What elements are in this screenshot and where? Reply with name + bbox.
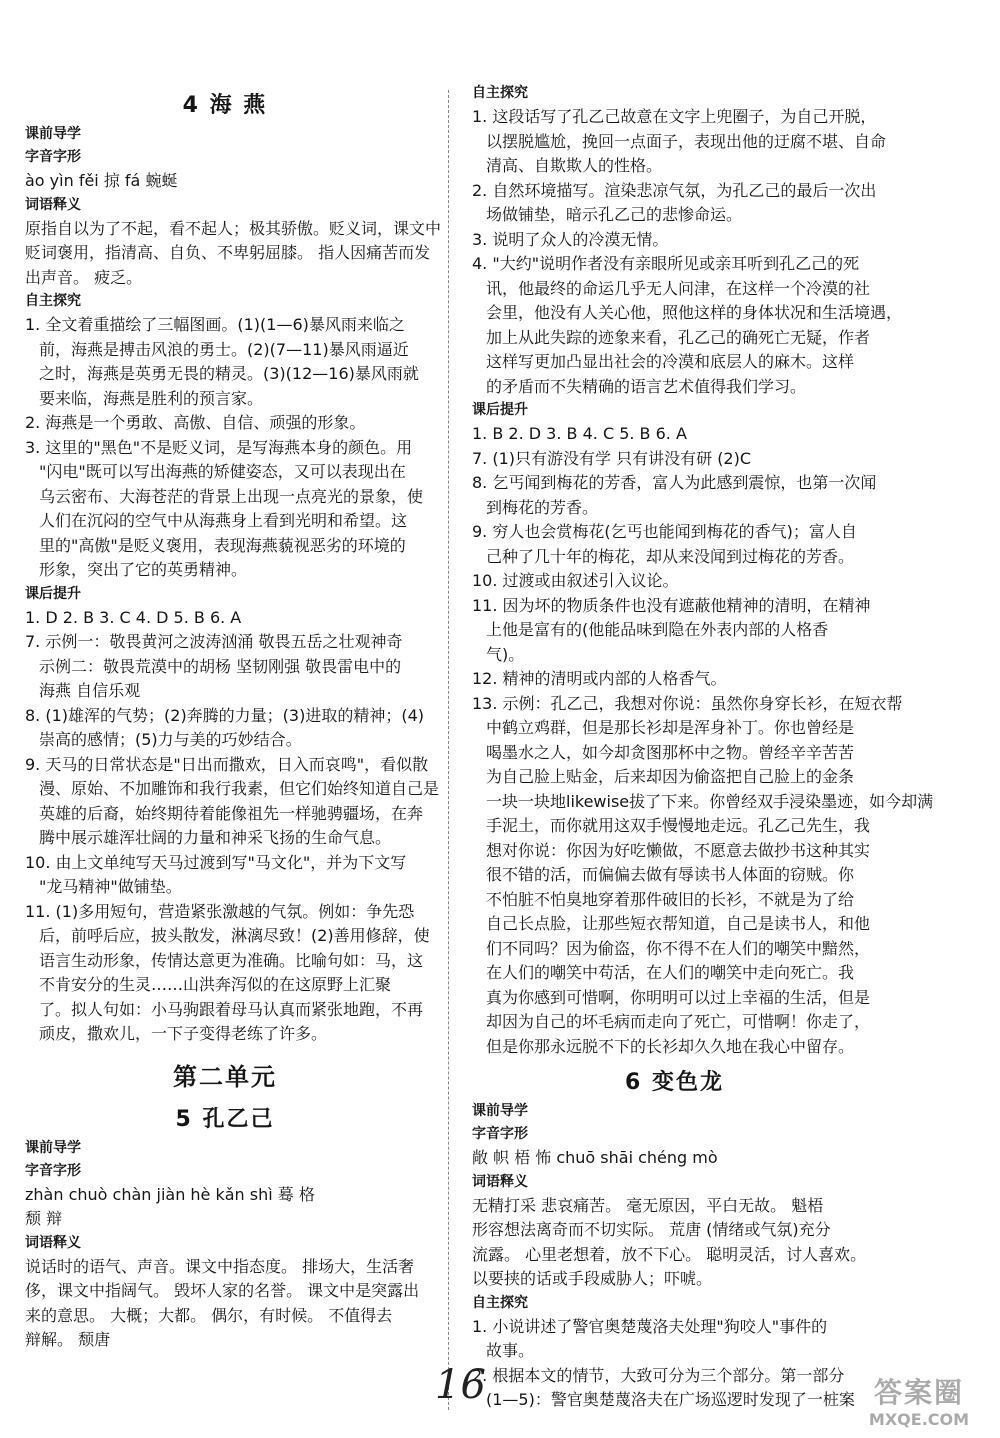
unit-title: 第二单元: [173, 1062, 277, 1091]
section-heading: 自主探究: [25, 293, 81, 309]
lesson-title: 6 变色龙: [625, 1070, 724, 1095]
text-line-indented: 英雄的后裔，始终期待着能像祖先一样驰骋疆场，在奔: [39, 803, 424, 823]
text-line: 形容想法离奇而不切实际。 荒唐 (情绪或气氛)充分: [472, 1220, 831, 1239]
text-line-indented: 语言生动形象，传情达意更为准确。比喻句如：马，这: [39, 950, 424, 970]
page-number: 16: [435, 1362, 486, 1408]
text-line-indented: "闪电"既可以写出海燕的矫健姿态，又可以表现出在: [39, 462, 406, 481]
text-line: 出声音。 疲乏。: [25, 267, 143, 287]
text-line-indented: "龙马精神"做铺垫。: [39, 877, 182, 896]
text-line: 1. B 2. D 3. B 4. C 5. B 6. A: [472, 424, 687, 443]
text-line-indented: 里的"高傲"是贬义褒用，表现海燕藐视恶劣的环境的: [39, 535, 406, 555]
text-line-indented: 在人们的嘲笑中苟活，在人们的嘲笑中走向死亡。我: [486, 963, 855, 982]
text-line-indented: 一块一块地likewise拔了下来。你曾经双手浸染墨迹，如今却满: [486, 791, 934, 811]
text-line: 1. 这段话写了孔乙己故意在文字上兜圈子，为自己开脱，: [472, 107, 877, 126]
text-line: 1. 全文着重描绘了三幅图画。(1)(1—6)暴风雨来临之: [25, 315, 405, 334]
text-line-indented: 场做铺垫，暗示孔乙己的悲惨命运。: [486, 205, 743, 224]
lesson-title: 4 海 燕: [182, 93, 268, 118]
section-heading: 字音字形: [25, 149, 81, 165]
text-line: 说话时的语气、声音。课文中指态度。 排场大，生活奢: [25, 1256, 415, 1276]
text-line: 1. D 2. B 3. C 4. D 5. B 6. A: [25, 607, 242, 627]
section-heading: 课前导学: [25, 1139, 81, 1156]
text-line-indented: 示例二：敬畏荒漠中的胡杨 坚韧刚强 敬畏雷电中的: [39, 656, 402, 676]
text-line-indented: 的矛盾而不失精确的语言艺术值得我们学习。: [486, 376, 807, 396]
text-line-indented: 中鹤立鸡群，但是那长衫却是浑身补丁。你也曾经是: [486, 718, 855, 737]
text-line: 12. 精神的清明或内部的人格香气。: [472, 669, 727, 688]
text-line-indented: 形象，突出了它的英勇精神。: [39, 560, 248, 579]
text-line-indented: 海燕 自信乐观: [39, 681, 141, 700]
text-line: 9. 天马的日常状态是"日出而撒欢，日入而哀鸣"，看似散: [25, 754, 429, 774]
text-line: 8. (1)雄浑的气势；(2)奔腾的力量；(3)进取的精神；(4): [25, 705, 425, 725]
section-heading: 课后提升: [472, 402, 528, 418]
text-line-indented: (1—5)：警官奥楚蔑洛夫在广场巡逻时发现了一桩案: [486, 1390, 855, 1409]
text-line-indented: 为自己脸上贴金，后来却因为偷盗把自己脸上的金条: [486, 767, 855, 786]
text-line: 来的意思。 大概；大都。 偶尔，有时候。 不值得去: [25, 1305, 393, 1325]
text-line-indented: 讯，他最终的命运几乎无人问津，在这样一个冷漠的社: [486, 278, 871, 298]
text-line-indented: 要来临，海燕是胜利的预言家。: [39, 388, 264, 408]
text-line-indented: 会里，他没有人关心他，照他这样的身体状况和生活境遇，: [486, 303, 903, 322]
section-heading: 词语释义: [472, 1173, 528, 1190]
text-line: 3. 说明了众人的冷漠无情。: [472, 229, 669, 249]
text-line: 2. 海燕是一个勇敢、高傲、自信、顽强的形象。: [25, 413, 366, 432]
text-line: 敞 帜 梧 怖 chuō shāi chéng mò: [472, 1148, 718, 1167]
text-line: 流露。 心里老想着，放不下心。 聪明灵活，讨人喜欢。: [472, 1244, 867, 1264]
text-line: 11. 因为坏的物质条件也没有遮蔽他精神的清明，在精神: [472, 595, 871, 615]
section-heading: 字音字形: [25, 1162, 81, 1179]
text-line: 颓 辩: [25, 1209, 63, 1228]
lesson-title: 5 孔乙己: [175, 1106, 275, 1132]
section-heading: 课前导学: [472, 1103, 528, 1119]
watermark-logo-text: 答案圈: [873, 1376, 964, 1409]
text-line-indented: 不怕脏不怕臭地穿着那件破旧的长衫，不就是为了给: [486, 889, 855, 909]
text-line-indented: 这样写更加凸显出社会的冷漠和底层人的麻木。这样: [486, 352, 855, 371]
section-heading: 自主探究: [472, 85, 528, 101]
section-heading: 词语释义: [25, 196, 81, 213]
text-line-indented: 腾中展示雄浑壮阔的力量和神采飞扬的生命气息。: [39, 828, 392, 847]
text-line: 以要挟的话或手段威胁人；吓唬。: [472, 1269, 713, 1288]
text-line: 3. 这里的"黑色"不是贬义词，是写海燕本身的颜色。用: [25, 437, 413, 457]
text-line-indented: 前，海燕是搏击风浪的勇士。(2)(7—11)暴风雨逼近: [39, 339, 409, 359]
text-line-indented: 很不错的活，而偏偏去做有辱读书人体面的窃贼。你: [486, 865, 855, 884]
text-line-indented: 了。拟人句如：小马驹跟着母马认真而紧张地跑，不再: [39, 999, 424, 1019]
text-line-indented: 真为你感到可惜啊，你明明可以过上幸福的生活，但是: [486, 987, 871, 1007]
text-line-indented: 到梅花的芳香。: [486, 497, 599, 517]
text-line: 8. 乞丐闻到梅花的芳香，富人为此感到震惊，也第一次闻: [472, 473, 877, 492]
text-line-indented: 漫、原始、不加雕饰和我行我素，但它们始终知道自己是: [39, 779, 440, 798]
section-heading: 自主探究: [472, 1294, 528, 1311]
left-column: [25, 82, 442, 1353]
section-heading: 课前导学: [25, 126, 81, 142]
text-line: zhàn chuò chàn jiàn hè kǎn shì 蓦 格: [25, 1184, 315, 1204]
text-line: 贬词褒用，指清高、自负、不卑躬屈膝。 指人因痛苦而发: [25, 243, 431, 262]
text-line: 2. 自然环境描写。渲染悲凉气氛，为孔乙己的最后一次出: [472, 180, 877, 200]
text-line-indented: 后，前呼后应，披头散发，淋漓尽致！(2)善用修辞，使: [39, 926, 430, 945]
watermark-url: MXQE.COM: [868, 1410, 970, 1429]
section-heading: 字音字形: [472, 1126, 528, 1142]
text-line: 4. "大约"说明作者没有亲眼所见或亲耳听到孔乙己的死: [472, 254, 860, 273]
text-line-indented: 故事。: [486, 1341, 535, 1360]
text-line-indented: 手泥土，而你就用这双手慢慢地走远。孔乙己先生，我: [486, 816, 871, 835]
text-line-indented: 己种了几十年的梅花，却从来没闻到过梅花的芳香。: [486, 546, 855, 566]
text-line: 2. 根据本文的情节，大致可分为三个部分。第一部分: [472, 1365, 845, 1385]
text-line-indented: 气)。: [486, 644, 525, 664]
text-line-indented: 清高、自欺欺人的性格。: [486, 156, 663, 175]
text-line: 9. 穷人也会赏梅花(乞丐也能闻到梅花的香气)；富人自: [472, 522, 857, 541]
text-line: 13. 示例：孔乙己，我想对你说：虽然你身穿长衫，在短衣帮: [472, 693, 903, 713]
section-heading: 词语释义: [25, 1234, 81, 1251]
text-line-indented: 自己长点脸，让那些短衣帮知道，自己是读书人，和他: [486, 914, 871, 933]
text-line-indented: 人们在沉闷的空气中从海燕身上看到光明和希望。这: [39, 511, 408, 530]
text-line-indented: 想对你说：你因为好吃懒做，不愿意去做抄书这种其实: [486, 840, 871, 860]
text-line: 10. 过渡或由叙述引入议论。: [472, 571, 679, 590]
text-line: 辩解。 颓唐: [25, 1330, 111, 1349]
text-line: 1. 小说讲述了警官奥楚蔑洛夫处理"狗咬人"事件的: [472, 1316, 828, 1336]
column-divider: [448, 90, 449, 1410]
text-line-indented: 上他是富有的(他能品味到隐在外表内部的人格香: [486, 620, 829, 639]
watermark: [845, 1376, 993, 1432]
text-line: 原指自以为了不起，看不起人；极其骄傲。贬义词，课文中: [25, 218, 442, 238]
text-line-indented: 以摆脱尴尬，挽回一点面子，表现出他的迂腐不堪、自命: [486, 131, 887, 151]
text-line-indented: 之时，海燕是英勇无畏的精灵。(3)(12—16)暴风雨就: [39, 364, 419, 383]
text-line: 11. (1)多用短句，营造紧张激越的气氛。例如：争先恐: [25, 901, 415, 921]
text-line-indented: 但是你那永远脱不下的长衫却久久地在我心中留存。: [486, 1036, 855, 1056]
text-line-indented: 乌云密布、大海苍茫的背景上出现一点亮光的景象，使: [39, 486, 424, 506]
text-line-indented: 却因为自己的坏毛病而走向了死亡，可惜啊！你走了，: [486, 1012, 871, 1031]
text-line-indented: 不肯安分的生灵……山洪奔泻似的在这原野上汇聚: [39, 975, 392, 994]
text-line: 7. 示例一：敬畏黄河之波涛汹涌 敬畏五岳之壮观神奇: [25, 632, 403, 651]
text-line-indented: 加上从此失踪的迹象来看，孔乙己的确死亡无疑，作者: [486, 327, 871, 347]
text-line-indented: 们不同吗？因为偷盗，你不得不在人们的嘲笑中黯然，: [486, 938, 871, 958]
text-line: 7. (1)只有游没有学 只有讲没有研 (2)C: [472, 448, 752, 468]
text-line: 无精打采 悲哀痛苦。 毫无原因，平白无故。 魁梧: [472, 1195, 824, 1215]
text-line: 侈，课文中指阔气。 毁坏人家的名誉。 课文中是突露出: [25, 1281, 420, 1300]
text-line-indented: 顽皮，撒欢儿，一下子变得老练了许多。: [39, 1024, 328, 1043]
text-line-indented: 崇高的感情；(5)力与美的巧妙结合。: [39, 730, 302, 749]
text-line-indented: 喝墨水之人，如今却贪图那杯中之物。曾经辛辛苦苦: [486, 742, 855, 762]
text-line: ào yìn fěi 掠 fá 蜿蜒: [25, 171, 178, 190]
section-heading: 课后提升: [25, 585, 81, 602]
text-line: 10. 由上文单纯写天马过渡到写"马文化"，并为下文写: [25, 852, 407, 872]
